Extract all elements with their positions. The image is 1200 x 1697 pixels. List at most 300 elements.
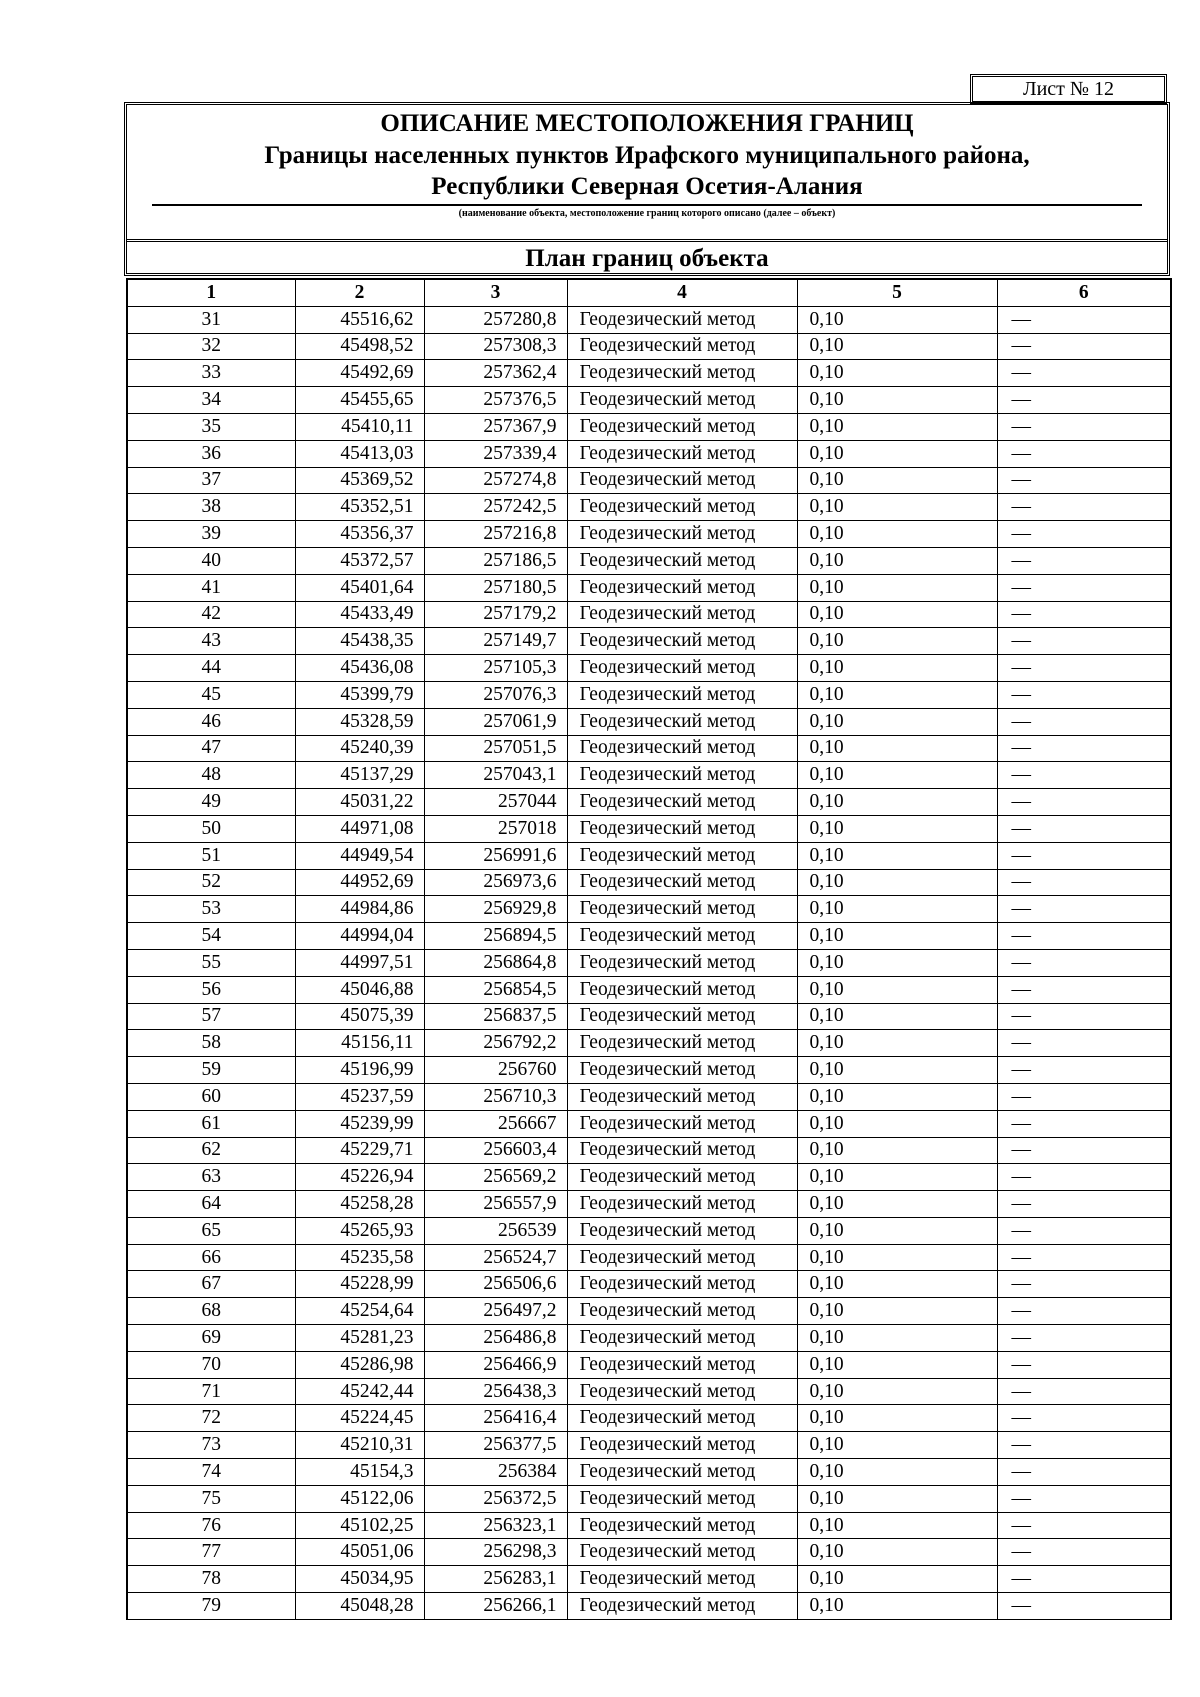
coordinate-x: 45242,44	[295, 1378, 424, 1405]
column-header-5: 5	[797, 279, 997, 306]
empty-value-dash: —	[997, 601, 1171, 628]
point-number: 73	[127, 1432, 295, 1459]
empty-value-dash: —	[997, 387, 1171, 414]
determination-method: Геодезический метод	[567, 601, 797, 628]
empty-value-dash: —	[997, 842, 1171, 869]
coordinate-x: 45137,29	[295, 762, 424, 789]
accuracy-value: 0,10	[797, 387, 997, 414]
table-row	[127, 735, 1171, 762]
accuracy-value: 0,10	[797, 1110, 997, 1137]
point-number: 38	[127, 494, 295, 521]
empty-value-dash: —	[997, 976, 1171, 1003]
table-row	[127, 708, 1171, 735]
table-row	[127, 1217, 1171, 1244]
accuracy-value: 0,10	[797, 1593, 997, 1620]
coordinate-y: 256266,1	[424, 1593, 567, 1620]
table-row	[127, 789, 1171, 816]
accuracy-value: 0,10	[797, 869, 997, 896]
table-row	[127, 440, 1171, 467]
determination-method: Геодезический метод	[567, 1539, 797, 1566]
table-row	[127, 601, 1171, 628]
column-header-3: 3	[424, 279, 567, 306]
coordinate-x: 45154,3	[295, 1459, 424, 1486]
empty-value-dash: —	[997, 949, 1171, 976]
table-header-row	[127, 279, 1171, 306]
table-row	[127, 1057, 1171, 1084]
point-number: 32	[127, 333, 295, 360]
coordinate-x: 44949,54	[295, 842, 424, 869]
point-number: 79	[127, 1593, 295, 1620]
accuracy-value: 0,10	[797, 1432, 997, 1459]
coordinate-x: 45034,95	[295, 1566, 424, 1593]
coordinate-x: 44984,86	[295, 896, 424, 923]
coordinate-y: 256438,3	[424, 1378, 567, 1405]
coordinate-y: 257043,1	[424, 762, 567, 789]
table-row	[127, 574, 1171, 601]
accuracy-value: 0,10	[797, 467, 997, 494]
coordinate-x: 45369,52	[295, 467, 424, 494]
determination-method: Геодезический метод	[567, 869, 797, 896]
coordinate-x: 45438,35	[295, 628, 424, 655]
accuracy-value: 0,10	[797, 762, 997, 789]
point-number: 39	[127, 521, 295, 548]
table-row	[127, 1512, 1171, 1539]
determination-method: Геодезический метод	[567, 1030, 797, 1057]
determination-method: Геодезический метод	[567, 1244, 797, 1271]
table-row	[127, 1191, 1171, 1218]
determination-method: Геодезический метод	[567, 547, 797, 574]
determination-method: Геодезический метод	[567, 842, 797, 869]
table-row	[127, 1539, 1171, 1566]
determination-method: Геодезический метод	[567, 1298, 797, 1325]
table-row	[127, 1298, 1171, 1325]
point-number: 76	[127, 1512, 295, 1539]
coordinate-x: 45433,49	[295, 601, 424, 628]
point-number: 67	[127, 1271, 295, 1298]
coordinate-x: 45492,69	[295, 360, 424, 387]
accuracy-value: 0,10	[797, 1191, 997, 1218]
accuracy-value: 0,10	[797, 842, 997, 869]
coordinate-y: 256539	[424, 1217, 567, 1244]
empty-value-dash: —	[997, 1057, 1171, 1084]
accuracy-value: 0,10	[797, 574, 997, 601]
table-row	[127, 655, 1171, 682]
coordinate-y: 256466,9	[424, 1351, 567, 1378]
table-row	[127, 360, 1171, 387]
coordinate-x: 45286,98	[295, 1351, 424, 1378]
coordinate-x: 45048,28	[295, 1593, 424, 1620]
coordinate-y: 257280,8	[424, 306, 567, 333]
coordinate-y: 257180,5	[424, 574, 567, 601]
determination-method: Геодезический метод	[567, 815, 797, 842]
empty-value-dash: —	[997, 1217, 1171, 1244]
coordinate-y: 256667	[424, 1110, 567, 1137]
column-header-6: 6	[997, 279, 1171, 306]
accuracy-value: 0,10	[797, 1217, 997, 1244]
coordinate-y: 257105,3	[424, 655, 567, 682]
empty-value-dash: —	[997, 869, 1171, 896]
determination-method: Геодезический метод	[567, 762, 797, 789]
table-row	[127, 1110, 1171, 1137]
determination-method: Геодезический метод	[567, 1325, 797, 1352]
point-number: 63	[127, 1164, 295, 1191]
accuracy-value: 0,10	[797, 1164, 997, 1191]
determination-method: Геодезический метод	[567, 681, 797, 708]
point-number: 44	[127, 655, 295, 682]
table-row	[127, 1325, 1171, 1352]
coordinate-y: 257216,8	[424, 521, 567, 548]
point-number: 52	[127, 869, 295, 896]
accuracy-value: 0,10	[797, 440, 997, 467]
determination-method: Геодезический метод	[567, 1566, 797, 1593]
determination-method: Геодезический метод	[567, 440, 797, 467]
point-number: 33	[127, 360, 295, 387]
empty-value-dash: —	[997, 762, 1171, 789]
determination-method: Геодезический метод	[567, 413, 797, 440]
determination-method: Геодезический метод	[567, 1593, 797, 1620]
coordinate-y: 256384	[424, 1459, 567, 1486]
document-header	[124, 102, 1170, 276]
empty-value-dash: —	[997, 655, 1171, 682]
accuracy-value: 0,10	[797, 1405, 997, 1432]
accuracy-value: 0,10	[797, 735, 997, 762]
point-number: 57	[127, 1003, 295, 1030]
accuracy-value: 0,10	[797, 1459, 997, 1486]
determination-method: Геодезический метод	[567, 467, 797, 494]
coordinate-y: 256524,7	[424, 1244, 567, 1271]
determination-method: Геодезический метод	[567, 521, 797, 548]
coordinate-y: 256506,6	[424, 1271, 567, 1298]
coordinate-y: 256894,5	[424, 923, 567, 950]
point-number: 37	[127, 467, 295, 494]
point-number: 70	[127, 1351, 295, 1378]
table-row	[127, 387, 1171, 414]
table-row	[127, 1244, 1171, 1271]
coordinate-x: 45102,25	[295, 1512, 424, 1539]
table-row	[127, 1485, 1171, 1512]
coordinate-y: 256760	[424, 1057, 567, 1084]
table-body	[127, 306, 1171, 1619]
accuracy-value: 0,10	[797, 896, 997, 923]
sheet-number: Лист № 12	[970, 74, 1167, 104]
accuracy-value: 0,10	[797, 1137, 997, 1164]
table-row	[127, 1164, 1171, 1191]
point-number: 54	[127, 923, 295, 950]
determination-method: Геодезический метод	[567, 1057, 797, 1084]
coordinate-y: 256298,3	[424, 1539, 567, 1566]
table-row	[127, 1405, 1171, 1432]
object-name-line1: Границы населенных пунктов Ирафского муниципального района,	[264, 142, 1030, 169]
table-row	[127, 869, 1171, 896]
coordinate-x: 45399,79	[295, 681, 424, 708]
table-row	[127, 1593, 1171, 1620]
table-row	[127, 547, 1171, 574]
table-row	[127, 762, 1171, 789]
table-row	[127, 333, 1171, 360]
coordinate-x: 45031,22	[295, 789, 424, 816]
accuracy-value: 0,10	[797, 655, 997, 682]
determination-method: Геодезический метод	[567, 1191, 797, 1218]
coordinate-y: 256837,5	[424, 1003, 567, 1030]
coordinate-x: 45328,59	[295, 708, 424, 735]
coordinate-y: 256973,6	[424, 869, 567, 896]
point-number: 61	[127, 1110, 295, 1137]
coordinate-y: 257044	[424, 789, 567, 816]
empty-value-dash: —	[997, 413, 1171, 440]
point-number: 66	[127, 1244, 295, 1271]
coordinate-x: 44952,69	[295, 869, 424, 896]
determination-method: Геодезический метод	[567, 949, 797, 976]
table-row	[127, 896, 1171, 923]
accuracy-value: 0,10	[797, 1298, 997, 1325]
coordinate-y: 257018	[424, 815, 567, 842]
coordinate-y: 256486,8	[424, 1325, 567, 1352]
coordinate-x: 45401,64	[295, 574, 424, 601]
table-row	[127, 413, 1171, 440]
boundary-points-table	[126, 278, 1172, 1620]
empty-value-dash: —	[997, 1298, 1171, 1325]
coordinate-x: 45235,58	[295, 1244, 424, 1271]
coordinate-y: 257061,9	[424, 708, 567, 735]
accuracy-value: 0,10	[797, 681, 997, 708]
accuracy-value: 0,10	[797, 1351, 997, 1378]
determination-method: Геодезический метод	[567, 923, 797, 950]
accuracy-value: 0,10	[797, 1271, 997, 1298]
coordinate-y: 256372,5	[424, 1485, 567, 1512]
coordinate-x: 45240,39	[295, 735, 424, 762]
empty-value-dash: —	[997, 467, 1171, 494]
point-number: 75	[127, 1485, 295, 1512]
accuracy-value: 0,10	[797, 1485, 997, 1512]
point-number: 49	[127, 789, 295, 816]
determination-method: Геодезический метод	[567, 655, 797, 682]
coordinate-y: 257274,8	[424, 467, 567, 494]
point-number: 71	[127, 1378, 295, 1405]
coordinate-x: 45258,28	[295, 1191, 424, 1218]
coordinate-x: 45196,99	[295, 1057, 424, 1084]
coordinate-y: 256497,2	[424, 1298, 567, 1325]
point-number: 45	[127, 681, 295, 708]
coordinate-x: 45237,59	[295, 1083, 424, 1110]
determination-method: Геодезический метод	[567, 628, 797, 655]
coordinate-x: 45410,11	[295, 413, 424, 440]
point-number: 48	[127, 762, 295, 789]
empty-value-dash: —	[997, 1593, 1171, 1620]
point-number: 56	[127, 976, 295, 1003]
determination-method: Геодезический метод	[567, 735, 797, 762]
determination-method: Геодезический метод	[567, 1110, 797, 1137]
section-title: План границ объекта	[525, 245, 769, 272]
accuracy-value: 0,10	[797, 976, 997, 1003]
empty-value-dash: —	[997, 923, 1171, 950]
coordinate-x: 45516,62	[295, 306, 424, 333]
table-row	[127, 1432, 1171, 1459]
coordinate-x: 45436,08	[295, 655, 424, 682]
accuracy-value: 0,10	[797, 333, 997, 360]
table-row	[127, 842, 1171, 869]
point-number: 64	[127, 1191, 295, 1218]
empty-value-dash: —	[997, 681, 1171, 708]
point-number: 68	[127, 1298, 295, 1325]
coordinate-x: 44994,04	[295, 923, 424, 950]
coordinate-y: 257367,9	[424, 413, 567, 440]
coordinate-x: 45228,99	[295, 1271, 424, 1298]
empty-value-dash: —	[997, 333, 1171, 360]
empty-value-dash: —	[997, 1566, 1171, 1593]
coordinate-x: 45156,11	[295, 1030, 424, 1057]
accuracy-value: 0,10	[797, 708, 997, 735]
determination-method: Геодезический метод	[567, 1217, 797, 1244]
accuracy-value: 0,10	[797, 1378, 997, 1405]
coordinate-x: 45352,51	[295, 494, 424, 521]
coordinate-x: 45413,03	[295, 440, 424, 467]
coordinate-x: 45254,64	[295, 1298, 424, 1325]
coordinate-y: 256416,4	[424, 1405, 567, 1432]
coordinate-x: 45281,23	[295, 1325, 424, 1352]
empty-value-dash: —	[997, 815, 1171, 842]
empty-value-dash: —	[997, 708, 1171, 735]
determination-method: Геодезический метод	[567, 1432, 797, 1459]
coordinate-x: 45075,39	[295, 1003, 424, 1030]
determination-method: Геодезический метод	[567, 789, 797, 816]
accuracy-value: 0,10	[797, 1539, 997, 1566]
empty-value-dash: —	[997, 494, 1171, 521]
table-row	[127, 1271, 1171, 1298]
coordinate-y: 256929,8	[424, 896, 567, 923]
column-header-2: 2	[295, 279, 424, 306]
table-row	[127, 467, 1171, 494]
coordinate-y: 256569,2	[424, 1164, 567, 1191]
empty-value-dash: —	[997, 1191, 1171, 1218]
table-row	[127, 923, 1171, 950]
table-row	[127, 1083, 1171, 1110]
accuracy-value: 0,10	[797, 1244, 997, 1271]
table-row	[127, 681, 1171, 708]
table-row	[127, 1378, 1171, 1405]
coordinate-x: 45229,71	[295, 1137, 424, 1164]
coordinate-x: 45455,65	[295, 387, 424, 414]
determination-method: Геодезический метод	[567, 896, 797, 923]
determination-method: Геодезический метод	[567, 1137, 797, 1164]
empty-value-dash: —	[997, 1244, 1171, 1271]
coordinate-y: 256323,1	[424, 1512, 567, 1539]
coordinate-x: 44971,08	[295, 815, 424, 842]
determination-method: Геодезический метод	[567, 494, 797, 521]
coordinate-y: 257362,4	[424, 360, 567, 387]
accuracy-value: 0,10	[797, 1083, 997, 1110]
table-row	[127, 306, 1171, 333]
determination-method: Геодезический метод	[567, 976, 797, 1003]
coordinate-y: 256710,3	[424, 1083, 567, 1110]
point-number: 51	[127, 842, 295, 869]
table-row	[127, 1137, 1171, 1164]
coordinate-y: 257308,3	[424, 333, 567, 360]
determination-method: Геодезический метод	[567, 333, 797, 360]
table-row	[127, 1351, 1171, 1378]
determination-method: Геодезический метод	[567, 1164, 797, 1191]
point-number: 41	[127, 574, 295, 601]
determination-method: Геодезический метод	[567, 1271, 797, 1298]
accuracy-value: 0,10	[797, 1566, 997, 1593]
accuracy-value: 0,10	[797, 521, 997, 548]
header-separator	[127, 239, 1167, 242]
empty-value-dash: —	[997, 440, 1171, 467]
point-number: 35	[127, 413, 295, 440]
table-row	[127, 815, 1171, 842]
coordinate-y: 257149,7	[424, 628, 567, 655]
coordinate-x: 45372,57	[295, 547, 424, 574]
coordinate-x: 44997,51	[295, 949, 424, 976]
determination-method: Геодезический метод	[567, 306, 797, 333]
accuracy-value: 0,10	[797, 1512, 997, 1539]
coordinate-y: 257339,4	[424, 440, 567, 467]
point-number: 31	[127, 306, 295, 333]
table-row	[127, 1459, 1171, 1486]
table-row	[127, 1003, 1171, 1030]
empty-value-dash: —	[997, 360, 1171, 387]
accuracy-value: 0,10	[797, 815, 997, 842]
column-header-1: 1	[127, 279, 295, 306]
table-row	[127, 1566, 1171, 1593]
accuracy-value: 0,10	[797, 923, 997, 950]
point-number: 59	[127, 1057, 295, 1084]
empty-value-dash: —	[997, 628, 1171, 655]
empty-value-dash: —	[997, 1164, 1171, 1191]
table-row	[127, 949, 1171, 976]
empty-value-dash: —	[997, 306, 1171, 333]
empty-value-dash: —	[997, 1325, 1171, 1352]
coordinate-x: 45210,31	[295, 1432, 424, 1459]
determination-method: Геодезический метод	[567, 1378, 797, 1405]
point-number: 34	[127, 387, 295, 414]
empty-value-dash: —	[997, 521, 1171, 548]
point-number: 72	[127, 1405, 295, 1432]
column-header-4: 4	[567, 279, 797, 306]
empty-value-dash: —	[997, 1003, 1171, 1030]
empty-value-dash: —	[997, 1271, 1171, 1298]
empty-value-dash: —	[997, 735, 1171, 762]
accuracy-value: 0,10	[797, 306, 997, 333]
point-number: 46	[127, 708, 295, 735]
coordinate-y: 257076,3	[424, 681, 567, 708]
coordinate-x: 45239,99	[295, 1110, 424, 1137]
accuracy-value: 0,10	[797, 547, 997, 574]
point-number: 58	[127, 1030, 295, 1057]
accuracy-value: 0,10	[797, 628, 997, 655]
empty-value-dash: —	[997, 1512, 1171, 1539]
empty-value-dash: —	[997, 1485, 1171, 1512]
coordinate-y: 257376,5	[424, 387, 567, 414]
empty-value-dash: —	[997, 574, 1171, 601]
empty-value-dash: —	[997, 547, 1171, 574]
accuracy-value: 0,10	[797, 1057, 997, 1084]
point-number: 62	[127, 1137, 295, 1164]
point-number: 36	[127, 440, 295, 467]
determination-method: Геодезический метод	[567, 1351, 797, 1378]
empty-value-dash: —	[997, 789, 1171, 816]
coordinate-x: 45265,93	[295, 1217, 424, 1244]
coordinate-x: 45122,06	[295, 1485, 424, 1512]
point-number: 60	[127, 1083, 295, 1110]
accuracy-value: 0,10	[797, 1325, 997, 1352]
coordinate-y: 257051,5	[424, 735, 567, 762]
accuracy-value: 0,10	[797, 949, 997, 976]
coordinate-y: 256864,8	[424, 949, 567, 976]
point-number: 50	[127, 815, 295, 842]
document-title: ОПИСАНИЕ МЕСТОПОЛОЖЕНИЯ ГРАНИЦ	[380, 110, 914, 137]
point-number: 74	[127, 1459, 295, 1486]
empty-value-dash: —	[997, 1351, 1171, 1378]
